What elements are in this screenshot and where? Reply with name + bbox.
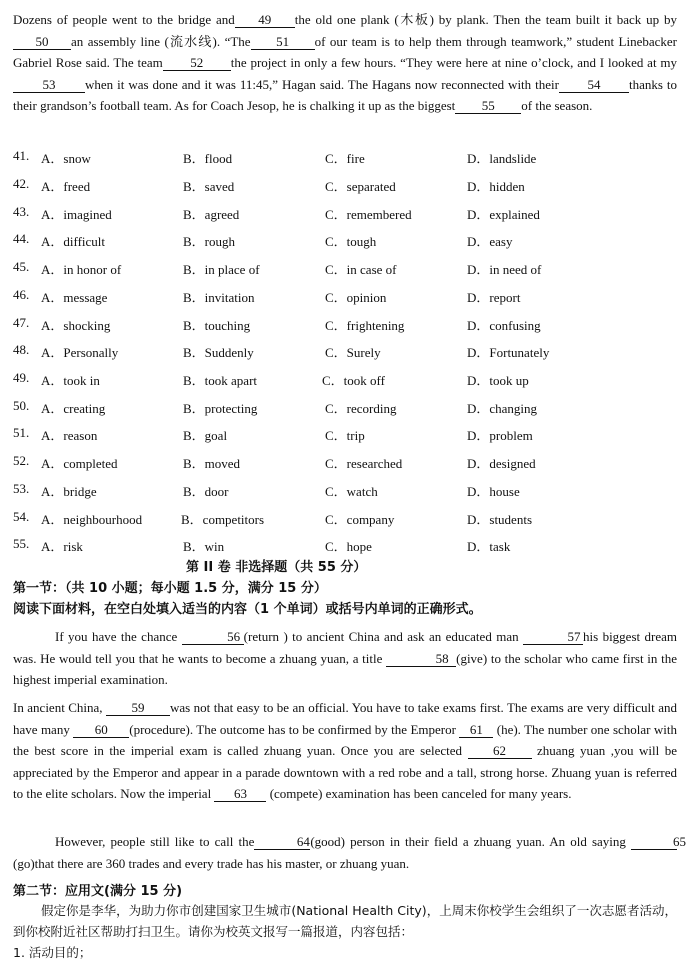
section-2-title: 第二节：应用文(满分 15 分): [13, 884, 183, 899]
option-c: C．recording: [325, 401, 397, 416]
passage-text: Dozens of people went to the bridge and: [13, 12, 235, 27]
passage-text: (go)that there are 360 trades and every trade has his master, or zhuang yuan.: [13, 855, 410, 871]
blank-59: 59: [106, 700, 170, 716]
option-b: B．saved: [183, 179, 235, 194]
question-44: [13, 231, 683, 251]
question-number: 48.: [13, 342, 30, 357]
blank-50: 50: [13, 34, 71, 50]
option-c: C．took off: [322, 373, 385, 388]
question-number: 50.: [13, 398, 30, 413]
passage-text: thanks to their grandson’s football team. As for Coach Jesop, he is chalking it up as the biggest: [13, 76, 677, 113]
option-b: B．competitors: [181, 512, 265, 527]
passage-text: his biggest dream was. He would tell you that he wants to become a zhuang yuan, a title: [13, 629, 678, 666]
option-c: C．separated: [325, 179, 396, 194]
question-53: [13, 481, 683, 501]
question-number: 53.: [13, 481, 30, 496]
option-a: A．reason: [41, 428, 98, 443]
option-c: C．tough: [325, 234, 377, 249]
passage-text: when it was done and it was 11:45,” Hagan said. The Hagans now reconnected with their: [85, 76, 559, 92]
cloze-passage: [13, 9, 677, 117]
passage-text: (give) to the scholar who came first in the highest imperial examination.: [13, 650, 677, 687]
blank-53: 53: [13, 77, 85, 93]
question-47: [13, 315, 683, 335]
option-b: B．in place of: [183, 262, 260, 277]
question-50: [13, 398, 683, 418]
option-b: B．moved: [183, 456, 241, 471]
passage-text: (compete) examination has been canceled for many years.: [269, 786, 572, 801]
question-number: 52.: [13, 453, 30, 468]
passage-text: of our team is to help them through teamwork,” student Linebacker Gabriel Rose said. The team: [13, 33, 677, 70]
blank-61: 61: [459, 722, 493, 738]
question-number: 41.: [13, 148, 30, 163]
option-a: A．Personally: [41, 345, 119, 360]
blank-58: 58: [386, 651, 456, 667]
passage-text: However, people still like to call the: [55, 834, 255, 849]
option-a: A．freed: [41, 179, 91, 194]
option-a: A．difficult: [41, 234, 106, 249]
passage-text: (return ) to ancient China and ask an educated man: [243, 629, 519, 644]
question-number: 47.: [13, 315, 30, 330]
question-number: 51.: [13, 425, 30, 440]
option-d: D．Fortunately: [467, 345, 550, 360]
question-number: 49.: [13, 370, 30, 385]
option-b: B．took apart: [183, 373, 258, 388]
question-52: [13, 453, 683, 473]
option-d: D．in need of: [467, 262, 542, 277]
blank-64: 64: [254, 834, 310, 850]
question-number: 54.: [13, 509, 30, 524]
blank-56: 56: [182, 629, 244, 645]
option-b: B．door: [183, 484, 229, 499]
passage-text: (he). The number one scholar with the best score in the imperial exam is called zhuang yuan. Once you are selected: [13, 721, 678, 758]
option-a: A．snow: [41, 151, 91, 166]
option-c: C．in case of: [325, 262, 397, 277]
blank-51: 51: [251, 34, 315, 50]
blank-55: 55: [455, 98, 521, 114]
passage-text: was not that easy to be an official. You have to take exams first. The exams are very difficult and have many: [13, 700, 678, 737]
grammar-passage-paragraph-2: [13, 697, 677, 805]
option-a: A．bridge: [41, 484, 97, 499]
question-number: 44.: [13, 231, 30, 246]
option-c: C．watch: [325, 484, 378, 499]
option-d: D．task: [467, 539, 511, 554]
question-number: 55.: [13, 536, 30, 551]
section-1-title: 第一节：（共 10 小题；每小题 1.5 分，满分 15 分）: [13, 581, 327, 596]
option-c: C．trip: [325, 428, 365, 443]
option-a: A．message: [41, 290, 108, 305]
option-a: A．risk: [41, 539, 83, 554]
grammar-passage-paragraph-3: [13, 831, 686, 874]
option-a: A．creating: [41, 401, 106, 416]
option-c: C．company: [325, 512, 395, 527]
option-b: B．flood: [183, 151, 233, 166]
passage-text: an assembly line (流水线). “The: [71, 33, 251, 49]
option-a: A．in honor of: [41, 262, 122, 277]
question-48: [13, 342, 683, 362]
question-49: [13, 370, 683, 390]
question-45: [13, 259, 683, 279]
question-number: 45.: [13, 259, 30, 274]
option-d: D．hidden: [467, 179, 525, 194]
question-number: 43.: [13, 204, 30, 219]
option-c: C．remembered: [325, 207, 412, 222]
option-d: D．problem: [467, 428, 533, 443]
option-c: C．fire: [325, 151, 365, 166]
option-c: C．Surely: [325, 345, 381, 360]
option-b: B．agreed: [183, 207, 240, 222]
question-46: [13, 287, 683, 307]
option-d: D．landslide: [467, 151, 537, 166]
passage-text: of the season.: [521, 98, 593, 113]
option-b: B．rough: [183, 234, 236, 249]
section-1-instructions: 阅读下面材料，在空白处填入适当的内容（1 个单词）或括号内单词的正确形式。: [13, 602, 482, 617]
option-b: B．goal: [183, 428, 228, 443]
grammar-passage-paragraph-1: [13, 626, 677, 691]
blank-49: 49: [235, 12, 295, 28]
passage-text: the old one plank (木板) by plank. Then the team built it back up by: [294, 12, 677, 27]
option-d: D．explained: [467, 207, 540, 222]
option-d: D．changing: [467, 401, 538, 416]
passage-text: (good) person in their field a zhuang yuan. An old saying: [310, 834, 626, 849]
question-43: [13, 204, 683, 224]
option-b: B．invitation: [183, 290, 255, 305]
question-54: [13, 509, 683, 529]
passage-text: the project in only a few hours. “They were here at nine o’clock, and I looked at my: [230, 55, 677, 70]
blank-60: 60: [73, 722, 129, 738]
option-b: B．protecting: [183, 401, 258, 416]
option-c: C．researched: [325, 456, 403, 471]
question-42: [13, 176, 683, 196]
option-d: D．easy: [467, 234, 513, 249]
option-b: B．Suddenly: [183, 345, 254, 360]
option-c: C．hope: [325, 539, 372, 554]
option-d: D．confusing: [467, 318, 541, 333]
option-a: A．imagined: [41, 207, 112, 222]
option-d: D．students: [467, 512, 533, 527]
blank-62: 62: [468, 743, 532, 759]
blank-57: 57: [523, 629, 583, 645]
option-b: B．win: [183, 539, 225, 554]
question-number: 46.: [13, 287, 30, 302]
option-d: D．report: [467, 290, 521, 305]
option-d: D．took up: [467, 373, 529, 388]
question-55: [13, 536, 683, 556]
question-number: 42.: [13, 176, 30, 191]
option-a: A．completed: [41, 456, 118, 471]
passage-text: zhuang yuan ,you will be appreciated by the Emperor and appear in a parade downtown with a red robe and a tall, strong horse. Zhuang yuan is referred to the elite scholars. Now the imperial: [13, 743, 678, 801]
option-d: D．designed: [467, 456, 536, 471]
question-51: [13, 425, 683, 445]
writing-prompt: 假定你是李华，为助力你市创建国家卫生城市(National Health City)，上周末你校学生会组织了一次志愿者活动，到你校附近社区帮助打扫卫生。请你为校英文报写一篇报道，内容包括：: [13, 903, 677, 939]
blank-54: 54: [559, 77, 629, 93]
option-a: A．took in: [41, 373, 100, 388]
writing-prompt-item-1: 1. 活动目的；: [13, 945, 92, 960]
passage-text: If you have the chance: [55, 629, 178, 644]
option-d: D．house: [467, 484, 520, 499]
option-b: B．touching: [183, 318, 251, 333]
blank-63: 63: [214, 786, 266, 802]
option-a: A．neighbourhood: [41, 512, 143, 527]
blank-65: 65: [631, 834, 677, 850]
question-41: [13, 148, 683, 168]
blank-52: 52: [163, 55, 231, 71]
option-c: C．opinion: [325, 290, 387, 305]
passage-text: In ancient China,: [13, 700, 103, 715]
option-c: C．frightening: [325, 318, 405, 333]
option-a: A．shocking: [41, 318, 111, 333]
part-2-title: 第 II 卷 非选择题（共 55 分）: [186, 560, 367, 575]
passage-text: (procedure). The outcome has to be confirmed by the Emperor: [129, 721, 456, 737]
